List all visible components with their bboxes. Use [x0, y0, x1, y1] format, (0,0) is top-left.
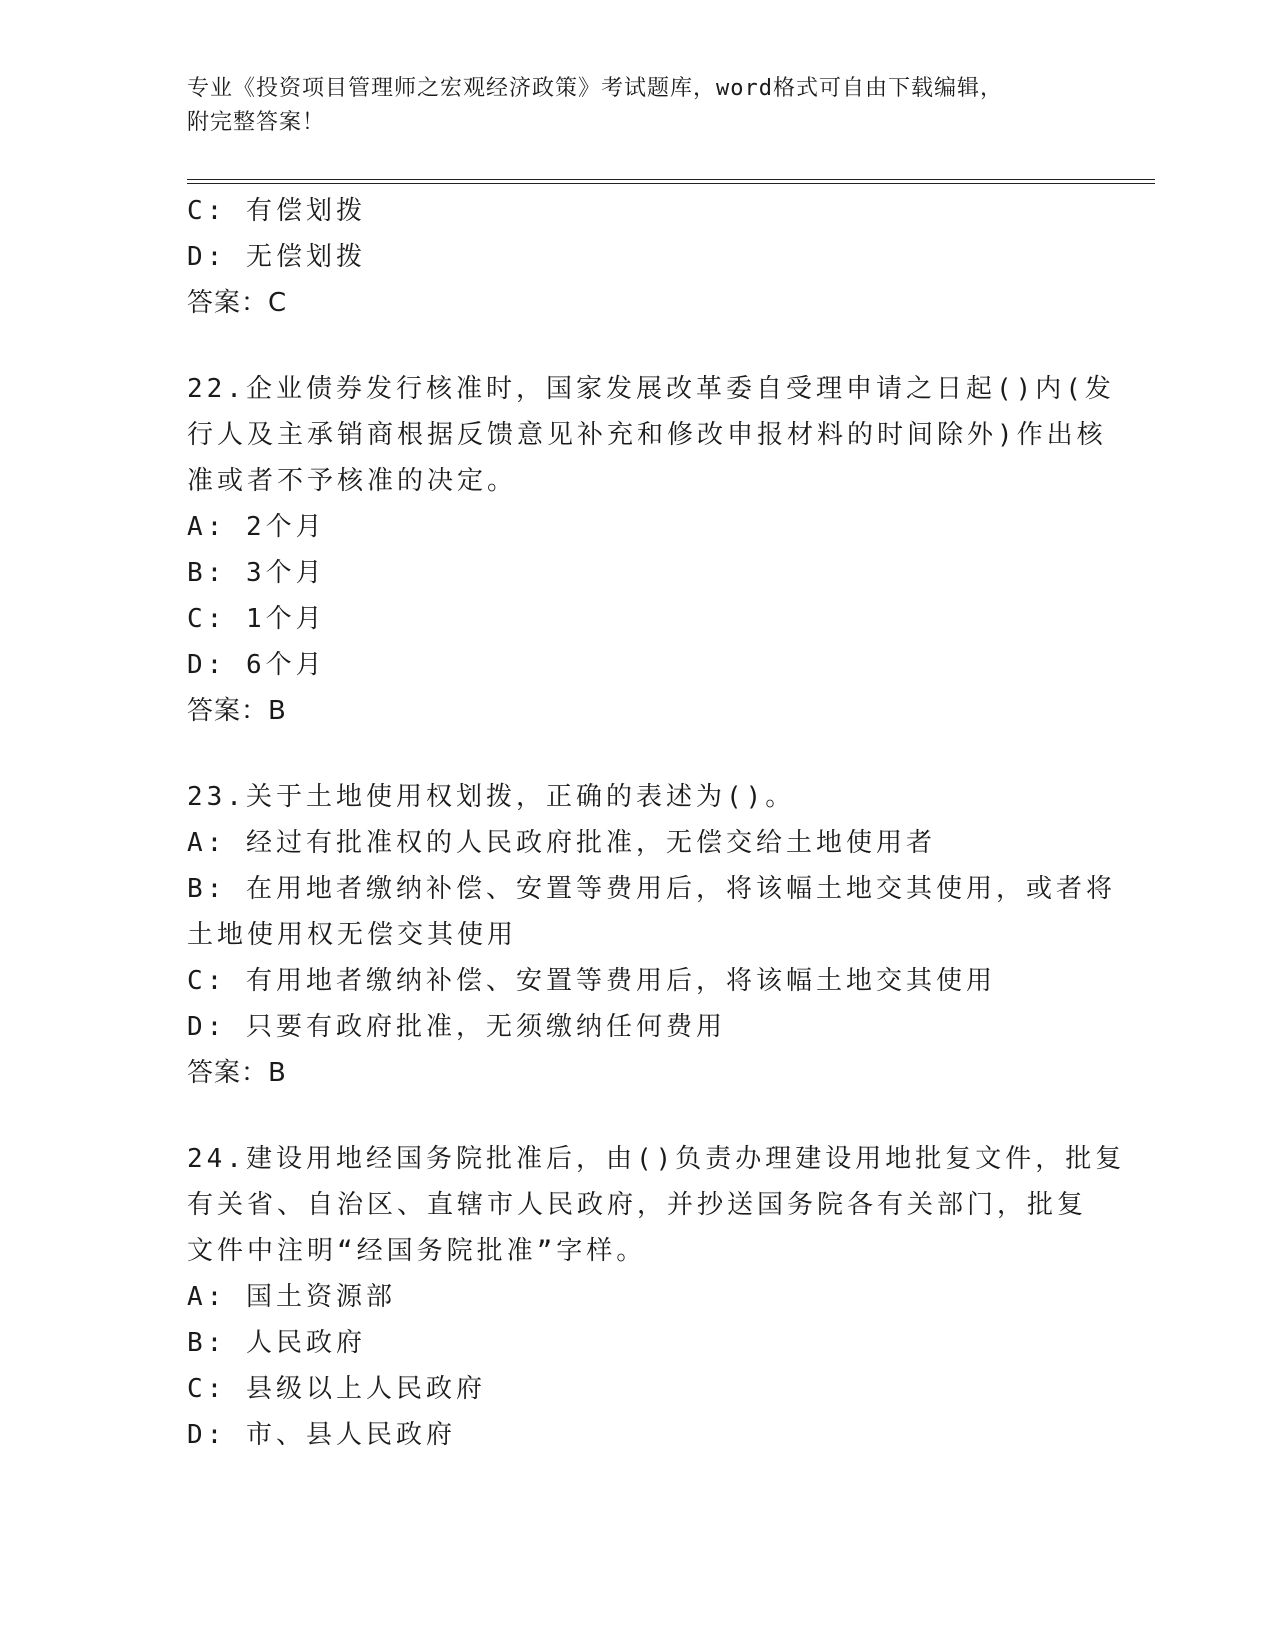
q22-stem-line-3: 准或者不予核准的决定。: [187, 466, 518, 496]
header-divider-top: [187, 179, 1155, 180]
header-divider-bottom: [187, 183, 1155, 184]
document-header: [187, 72, 1087, 140]
q22-option-d: D: 6个月: [187, 650, 326, 680]
question-22: [187, 366, 1115, 734]
question-spacer: [187, 1096, 1087, 1136]
q24-option-b: B: 人民政府: [187, 1328, 366, 1358]
header-line-2: 附完整答案！: [187, 110, 326, 135]
q21-option-c: C: 有偿划拨: [187, 196, 366, 226]
q24-option-d: D: 市、县人民政府: [187, 1420, 456, 1450]
q23-option-c: C: 有用地者缴纳补偿、安置等费用后，将该幅土地交其使用: [187, 966, 996, 996]
question-spacer: [187, 326, 1087, 366]
q23-answer: 答案：B: [187, 1058, 287, 1088]
q24-option-c: C: 县级以上人民政府: [187, 1374, 486, 1404]
question-content: [187, 188, 1126, 1458]
question-23: [187, 774, 1116, 1096]
q21-answer: 答案：C: [187, 288, 288, 318]
q23-option-d: D: 只要有政府批准，无须缴纳任何费用: [187, 1012, 726, 1042]
q24-stem-line-3: 文件中注明“经国务院批准”字样。: [187, 1236, 647, 1266]
question-24: [187, 1136, 1126, 1458]
question-21-tail: [187, 188, 1087, 326]
q22-option-a: A: 2个月: [187, 512, 326, 542]
q23-option-b-line-2: 土地使用权无偿交其使用: [187, 920, 518, 950]
q22-stem-line-1: 22.企业债券发行核准时，国家发展改革委自受理申请之日起()内(发: [187, 374, 1115, 404]
q23-option-a: A: 经过有批准权的人民政府批准，无偿交给土地使用者: [187, 828, 936, 858]
question-spacer: [187, 734, 1087, 774]
q24-stem-line-1: 24.建设用地经国务院批准后，由()负责办理建设用地批复文件，批复: [187, 1144, 1126, 1174]
q22-option-c: C: 1个月: [187, 604, 326, 634]
header-line-1: 专业《投资项目管理师之宏观经济政策》考试题库，word格式可自由下载编辑，: [187, 76, 1003, 101]
q22-option-b: B: 3个月: [187, 558, 326, 588]
q24-option-a: A: 国土资源部: [187, 1282, 396, 1312]
q24-stem-line-2: 有关省、自治区、直辖市人民政府，并抄送国务院各有关部门，批复: [187, 1190, 1088, 1220]
q22-stem-line-2: 行人及主承销商根据反馈意见补充和修改申报材料的时间除外)作出核: [187, 420, 1107, 450]
q23-stem-line-1: 23.关于土地使用权划拨，正确的表述为()。: [187, 782, 796, 812]
q22-answer: 答案：B: [187, 696, 287, 726]
q21-option-d: D: 无偿划拨: [187, 242, 366, 272]
q23-option-b-line-1: B: 在用地者缴纳补偿、安置等费用后，将该幅土地交其使用，或者将: [187, 874, 1116, 904]
